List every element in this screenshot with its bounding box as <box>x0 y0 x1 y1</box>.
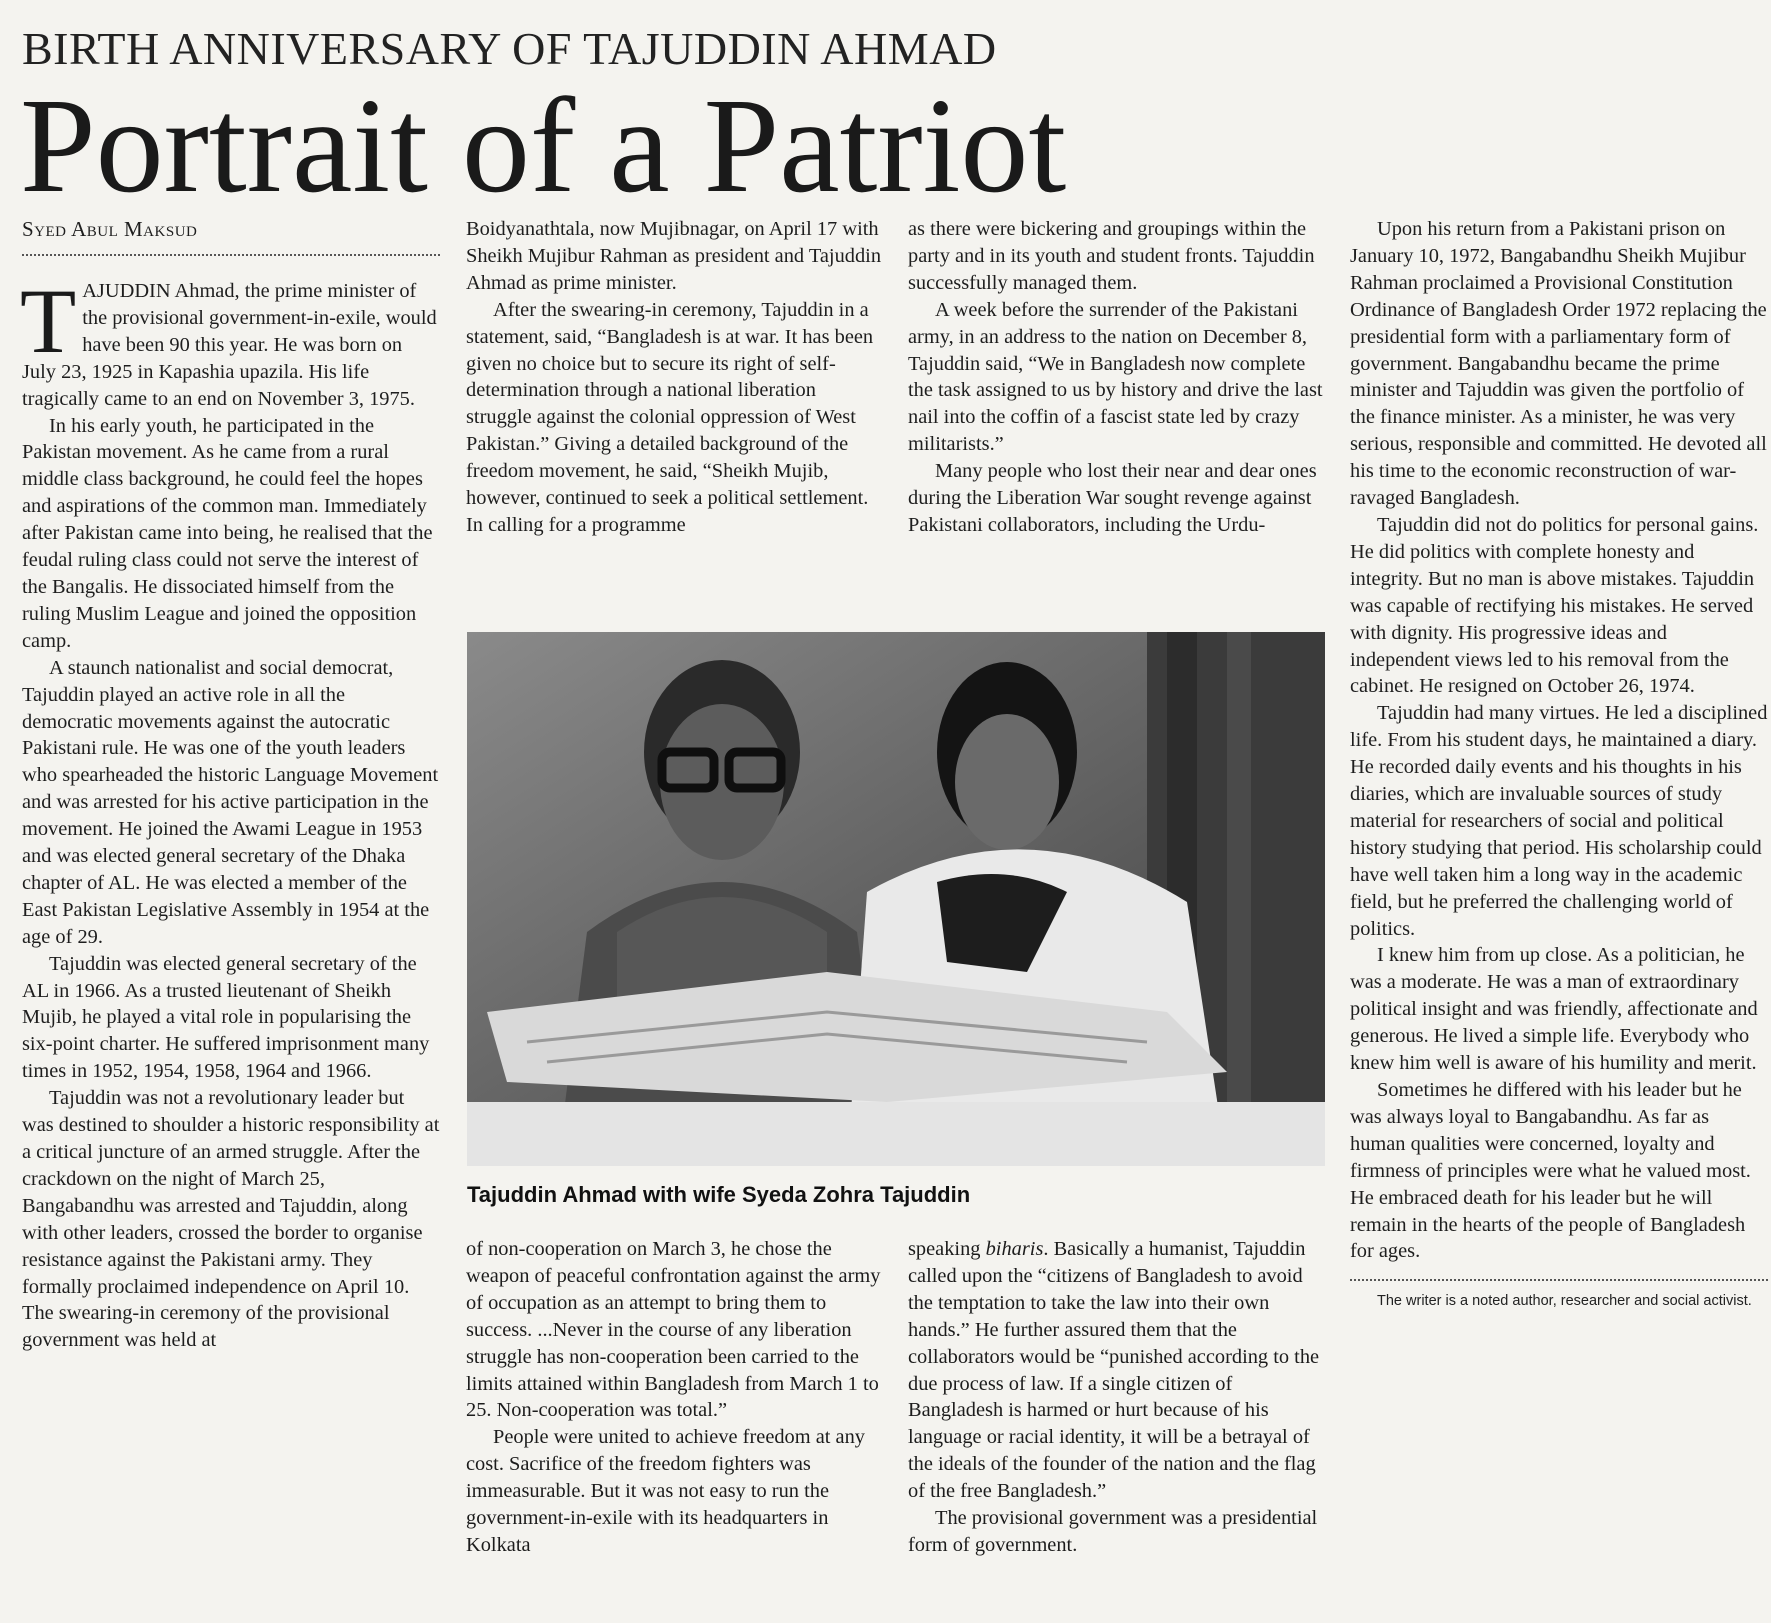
paragraph: A week before the surrender of the Pakistani army, in an address to the nation on December 8, Tajuddin said, “We in Bangladesh now complete the task assigned to us by history and drive the last nail into the coffin of a fascist state led by crazy militarists.” <box>908 298 1323 456</box>
paragraph: Tajuddin was not a revolutionary leader but was destined to shoulder a historic responsibility at a critical juncture of an armed struggle. After the crackdown on the night of March 25, Bangabandhu was arrested and Tajuddin, along with other leaders, crossed the border to organise resistance against the Pakistani army. They formally proclaimed independence on April 10. The swearing-in ceremony of the provisional government was held at <box>22 1087 440 1352</box>
paragraph: Sometimes he differed with his leader but he was always loyal to Bangabandhu. As far as human qualities were concerned, loyalty and firmness of principles were what he valued most. He embraced death for his leader but he will remain in the hearts of the people of Bangladesh for ages. <box>1350 1079 1751 1263</box>
drop-cap: T <box>20 270 77 372</box>
author-note: The writer is a noted author, researcher and social activist. <box>1377 1293 1752 1310</box>
article-column-3 <box>908 216 1326 539</box>
paragraph: as there were bickering and groupings within the party and in its youth and student fronts. Tajuddin successfully managed them. <box>908 218 1315 294</box>
photo-illustration <box>467 632 1325 1166</box>
headline: Portrait of a Patriot <box>20 71 1067 221</box>
article-column-1 <box>22 216 440 1354</box>
paragraph: Many people who lost their near and dear ones during the Liberation War sought revenge against Pakistani collaborators, including the Urdu- <box>908 460 1317 536</box>
article-column-2 <box>466 216 884 539</box>
paragraph: Upon his return from a Pakistani prison on January 10, 1972, Bangabandhu Sheikh Mujibur Rahman proclaimed a Provisional Constitution Ordinance of Bangladesh Order 1972 replacing the presidential form with a parliamentary form of government. Bangabandhu became the prime minister and Tajuddin was given the portfolio of the finance minister. As a minister, he was very serious, responsible and committed. He devoted all his time to the economic reconstruction of war-ravaged Bangladesh. <box>1350 218 1767 510</box>
paragraph: TAJUDDIN Ahmad, the prime minister of the provisional government-in-exile, would have been 90 this year. He was born on July 23, 1925 in Kapashia upazila. His life tragically came to an end on November 3, 1975. <box>20 270 437 410</box>
paragraph: A staunch nationalist and social democrat, Tajuddin played an active role in all the democratic movements against the autocratic Pakistani rule. He was one of the youth leaders who spearheaded the historic Language Movement and was arrested for his active participation in the movement. He joined the Awami League in 1953 and was elected general secretary of the Dhaka chapter of AL. He was elected a member of the East Pakistan Legislative Assembly in 1954 at the age of 29. <box>22 656 439 948</box>
kicker-title: BIRTH ANNIVERSARY OF TAJUDDIN AHMAD <box>22 23 997 74</box>
paragraph: Tajuddin was elected general secretary of the AL in 1966. As a trusted lieutenant of Sheikh Mujib, he played a vital role in popularising the six-point charter. He suffered imprisonment many times in 1952, 1954, 1958, 1964 and 1966. <box>22 952 430 1083</box>
paragraph: I knew him from up close. As a politician, he was a moderate. He was a man of extraordinary political insight and was friendly, affectionate and generous. He lived a simple life. Everybody who knew him well is aware of his humility and merit. <box>1350 944 1758 1075</box>
paragraph: In his early youth, he participated in the Pakistan movement. As he came from a rural middle class background, he could feel the hopes and aspirations of the common man. Immediately after Pakistan came into being, he realised that the feudal ruling class could not serve the interest of the Bangalis. He dissociated himself from the ruling Muslim League and joined the opposition camp. <box>22 414 433 652</box>
byline: Syed Abul Maksud <box>22 217 198 241</box>
article-photo <box>467 632 1325 1166</box>
article-column-3-continued <box>908 1236 1326 1559</box>
paragraph: Tajuddin had many virtues. He led a disciplined life. From his student days, he maintained a diary. He recorded daily events and his thoughts in his diaries, which are invaluable sources of study material for researchers of social and political history studying that period. His scholarship could have well taken him a long way in the academic field, but he preferred the challenging world of politics. <box>1350 702 1768 940</box>
paragraph: The provisional government was a presidential form of government. <box>908 1507 1318 1556</box>
paragraph: People were united to achieve freedom at any cost. Sacrifice of the freedom fighters was immeasurable. But it was not easy to run the government-in-exile with its headquarters in Kolkata <box>466 1426 865 1556</box>
article-column-4 <box>1350 216 1768 1310</box>
italic-term: biharis <box>985 1238 1044 1260</box>
paragraph: Boidyanathtala, now Mujibnagar, on April 17 with Sheikh Mujibur Rahman as president and Tajuddin Ahmad as prime minister. <box>466 218 882 294</box>
article-column-2-continued <box>466 1236 884 1559</box>
paragraph: speaking biharis. Basically a humanist, Tajuddin called upon the “citizens of Bangladesh to avoid the temptation to take the law into their own hands.” He further assured them that the collaborators would be “punished according to the due process of law. If a single citizen of Bangladesh is harmed or hurt because of his language or racial identity, it will be a betrayal of the ideals of the founder of the nation and the flag of the free Bangladesh.” <box>908 1238 1320 1503</box>
photo-caption: Tajuddin Ahmad with wife Syeda Zohra Tajuddin <box>467 1182 971 1207</box>
paragraph: After the swearing-in ceremony, Tajuddin in a statement, said, “Bangladesh is at war. It has been given no choice but to secure its right of self-determination through a national liberation struggle against the colonial oppression of West Pakistan.” Giving a detailed background of the freedom movement, he said, “Sheikh Mujib, however, continued to seek a political settlement. In calling for a programme <box>466 298 874 536</box>
paragraph: Tajuddin did not do politics for personal gains. He did politics with complete honesty and integrity. But no man is above mistakes. Tajuddin was capable of rectifying his mistakes. He served with dignity. His progressive ideas and independent views led to his removal from the cabinet. He resigned on October 26, 1974. <box>1350 513 1759 698</box>
endnote-divider <box>1350 1279 1768 1281</box>
paragraph: of non-cooperation on March 3, he chose the weapon of peaceful confrontation against the army of occupation as an attempt to bring them to success. ...Never in the course of any liberation struggle has non-cooperation been carried to the limits attained within Bangladesh from March 1 to 25. Non-cooperation was total.” <box>466 1238 881 1422</box>
byline-divider <box>22 254 440 256</box>
